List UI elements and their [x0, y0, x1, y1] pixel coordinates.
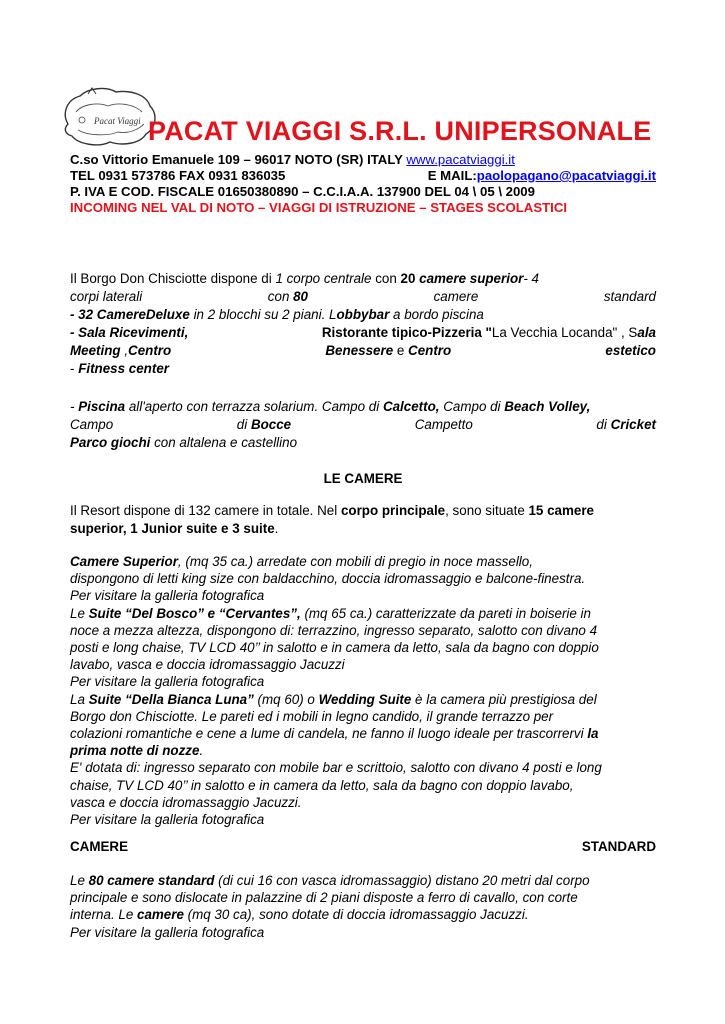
- address-line: C.so Vittorio Emanuele 109 – 96017 NOTO (SR) ITALY www.pacatviaggi.it: [70, 152, 515, 167]
- rooms-details: Camere Superior, (mq 35 ca.) arredate con mobili di pregio in noce massello, dispongono di letti king size con baldacchino, doccia idromassaggio e balcone-finestra. Per visitare la galleria fotografica Le Suite “Del Bosco” e “Cervantes”, (mq 65 ca.) caratterizzate da pareti in boiserie in noce a mezza altezza, dispongono di: terrazzino, ingresso separato, salotto con divano 4 posti e long chaise, TV LCD 40’’ in salotto e in camera da letto, sala da bagno con doppio lavabo, vasca e doccia idromassaggio Jacuzzi Per visitare la galleria fotografica La Suite “Della Bianca Luna” (mq 60) o Wedding Suite è la camera più prestigiosa del Borgo don Chisciotte. Le pareti ed i mobili in legno candido, il grande terrazzo per colazioni romantiche e cene a lume di candela, ne fanno il luogo ideale per trascorrervi la prima notte di nozze. E' dotata di: ingresso separato con mobile bar e scrittoio, salotto con divano 4 posti e long chaise, TV LCD 40’’ in salotto e in camera da letto, sala da bagno con doppio lavabo, vasca e doccia idromassaggio Jacuzzi. Per visitare la galleria fotografica: [70, 554, 602, 828]
- website-link[interactable]: www.pacatviaggi.it: [406, 152, 515, 167]
- standard-rooms-heading: CAMERE STANDARD: [70, 839, 656, 854]
- contact-line: TEL 0931 573786 FAX 0931 836035 E MAIL:paolopagano@pacatviaggi.it: [70, 168, 656, 183]
- company-logo: [58, 84, 162, 150]
- standard-rooms-paragraph: Le 80 camere standard (di cui 16 con vasca idromassaggio) distano 20 metri dal corpo principale e sono dislocate in palazzine di 2 piani disposte a ferro di cavallo, con corte interna. Le camere (mq 30 ca), sono dotate di doccia idromassaggio Jacuzzi. Per visitare la galleria fotografica: [70, 873, 590, 940]
- vat-line: P. IVA E COD. FISCALE 01650380890 – C.C.I.A.A. 137900 DEL 04 \ 05 \ 2009: [70, 184, 535, 199]
- intro-paragraph: Il Borgo Don Chisciotte dispone di 1 corpo centrale con 20 camere superior- 4 corpi laterali con 80 camere standard - 32 CamereDeluxe in 2 blocchi su 2 piani. Lobbybar a bordo piscina - Sala Ricevimenti, Ristorante tipico-Pizzeria "La Vecchia Locanda" , Sala Meeting ,Centro Benessere e Centro estetico - Fitness center: [70, 271, 656, 376]
- rooms-intro-paragraph: Il Resort dispone di 132 camere in totale. Nel corpo principale, sono situate 15 camere superior, 1 Junior suite e 3 suite.: [70, 503, 595, 536]
- gallery-link-standard[interactable]: Per visitare la galleria fotografica: [70, 924, 265, 940]
- company-title: PACAT VIAGGI S.R.L. UNIPERSONALE: [148, 116, 652, 146]
- rooms-heading: LE CAMERE: [323, 471, 403, 486]
- gallery-link-suite[interactable]: Per visitare la galleria fotografica: [70, 674, 265, 690]
- logo-text: Pacat Viaggi: [94, 116, 141, 126]
- tagline: INCOMING NEL VAL DI NOTO – VIAGGI DI ISTRUZIONE – STAGES SCOLASTICI: [70, 200, 568, 215]
- gallery-link-superior[interactable]: Per visitare la galleria fotografica: [70, 588, 265, 604]
- gallery-link-wedding-suite[interactable]: Per visitare la galleria fotografica: [70, 812, 265, 828]
- email-link[interactable]: paolopagano@pacatviaggi.it: [476, 168, 656, 183]
- facilities-paragraph: - Piscina all'aperto con terrazza solarium. Campo di Calcetto, Campo di Beach Volley, Campo di Bocce Campetto di Cricket Parco giochi con altalena e castellino: [70, 399, 656, 450]
